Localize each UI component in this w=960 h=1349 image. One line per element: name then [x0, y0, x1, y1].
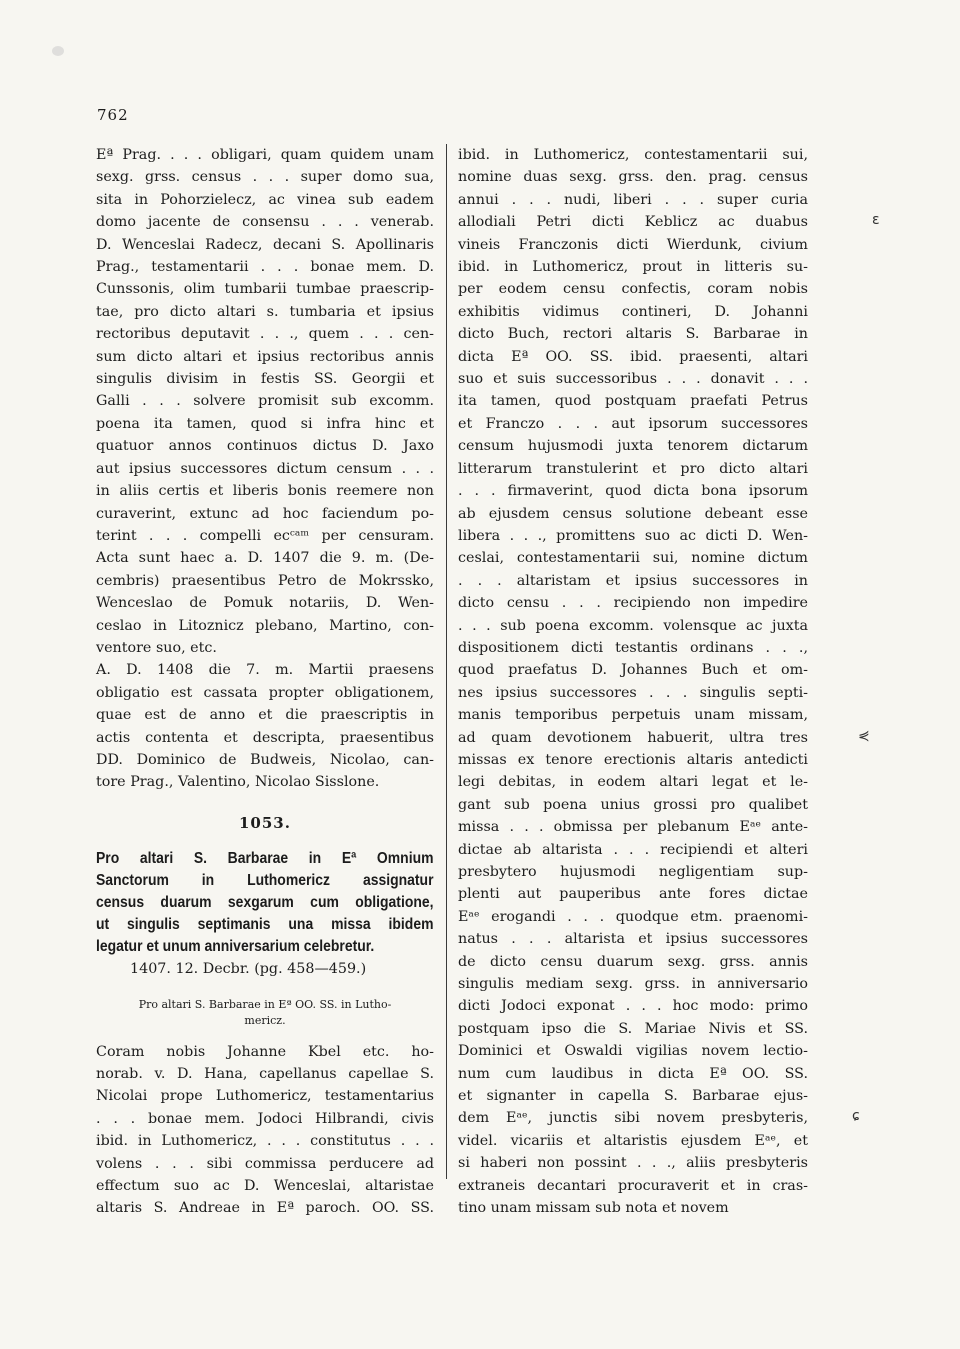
text-line: singulis mediam sexg. grss. in anniversario — [458, 976, 808, 993]
page-number: 762 — [97, 106, 129, 124]
text-line: ceslao in Litoznicz plebano, Martino, con- — [96, 617, 434, 634]
text-line: altaris S. Andreae in Eª paroch. OO. SS. — [96, 1200, 434, 1217]
text-line: si haberi non possint . . ., aliis presbyteris — [458, 1155, 808, 1172]
text-line: quatuor annos continuos dictus D. Jaxo — [96, 438, 434, 455]
text-line: presbytero hujusmodi negligentiam sup- — [458, 864, 808, 880]
text-line: natus . . . altarista et ipsius successores — [458, 931, 808, 948]
text-line: dicto censu . . . recipiendo non impedire — [458, 595, 808, 612]
text-line: DD. Dominico de Budweis, Nicolao, can- — [96, 751, 434, 768]
text-line: ab ejusdem census solutione debeant esse — [458, 505, 808, 522]
text-line: volens . . . sibi commissa perducere ad — [96, 1155, 434, 1172]
text-line: gant sub poena unius grossi pro qualibet — [458, 796, 808, 813]
text-line: legatur et unum anniversarium celebretur. — [96, 938, 375, 956]
text-line: Wenceslao de Pomuk notariis, D. Wen- — [96, 595, 434, 612]
margin-mark: ⋞ — [858, 728, 870, 744]
document-heading — [96, 848, 434, 958]
text-line: litterarum transtulerint et pro dicto altari — [458, 460, 808, 477]
text-line: sum dicto altari et ipsius rectoribus annis — [96, 348, 434, 365]
text-line: sita in Pohorzielecz, ac vinea sub eadem — [96, 191, 434, 208]
text-line: census duarum sexgarum cum obligatione, — [96, 894, 434, 912]
text-line: videl. vicariis et altaristis ejusdem Eᵃᵉ, et — [458, 1132, 808, 1149]
text-line: poena ita tamen, quod si infra hinc et — [96, 415, 434, 432]
margin-mark: ɕ — [852, 1108, 860, 1124]
left-column-body-top — [96, 144, 434, 794]
text-line: ceslai, contestamentarii sui, nomine dictum — [458, 550, 808, 567]
text-line: Nicolai prope Luthomericz, testamentarius — [96, 1088, 434, 1105]
text-line: Dominici et Oswaldi vigilias novem lectio- — [458, 1043, 808, 1060]
text-line: Galli . . . solvere promisit sub excomm. — [96, 393, 434, 410]
text-line: exhibitis vidimus contineri, D. Johanni — [458, 303, 808, 320]
text-line: allodiali Petri dicti Keblicz ac duabus — [458, 214, 808, 231]
text-line: dispositionem dicti testantis ordinans . . ., — [458, 639, 808, 656]
text-line: libera . . ., promittens suo ac dicti D. Wen- — [458, 527, 808, 544]
column-divider — [446, 144, 447, 1179]
text-line: ad quam devotionem habuerit, ultra tres — [458, 729, 808, 746]
text-line: nomine duas sexg. grss. den. prag. census — [458, 169, 808, 186]
text-line: . . . sub poena excomm. volensque ac juxta — [458, 617, 808, 634]
text-line: Prag., testamentarii . . . bonae mem. D. — [96, 259, 434, 276]
text-line: extraneis decantari procuraverit et in cras- — [458, 1177, 808, 1194]
text-line: ibid. in Luthomericz, . . . constitutus . . . — [96, 1133, 434, 1150]
text-line: missa . . . obmissa per plebanum Eᵃᵉ ante- — [458, 819, 808, 836]
text-line: . . . firmaverint, quod dicta bona ipsorum — [458, 483, 808, 500]
text-line: ventore suo, etc. — [96, 639, 217, 656]
document-number: 1053. — [239, 813, 291, 832]
text-line: singulis divisim in festis SS. Georgii et — [96, 371, 434, 388]
text-line: curaverint, extunc ad hoc faciendum po- — [96, 505, 434, 522]
text-line: dem Eᵃᵉ, junctis sibi novem presbyteris, — [458, 1110, 808, 1127]
text-line: et signanter in capella S. Barbarae ejus- — [458, 1088, 808, 1105]
text-line: Pro altari S. Barbarae in Eª Omnium — [96, 850, 434, 868]
text-line: postquam ipso die S. Mariae Nivis et SS. — [458, 1020, 808, 1037]
right-column — [458, 144, 808, 1220]
text-line: ita tamen, quod postquam praefati Petrus — [458, 393, 808, 410]
text-line: Acta sunt haec a. D. 1407 die 9. m. (De- — [96, 550, 434, 567]
text-line: D. Wenceslai Radecz, decani S. Apollinaris — [96, 236, 434, 253]
text-line: dicta Eª OO. SS. ibid. praesenti, altari — [458, 348, 808, 365]
text-line: num cum laudibus in dicta Eª OO. SS. — [458, 1065, 808, 1082]
text-line: effectum suo ac D. Wenceslai, altaristae — [96, 1178, 434, 1195]
text-line: A. D. 1408 die 7. m. Martii praesens — [96, 662, 434, 679]
text-line: suo et suis successoribus . . . donavit . . . — [458, 371, 808, 388]
text-line: Eª Prag. . . . obligari, quam quidem unam — [96, 147, 434, 163]
text-line: dictae ab altarista . . . recipiendi et alteri — [458, 841, 808, 858]
text-line: domo jacente de consensu . . . venerab. — [96, 214, 434, 231]
document-rubric — [96, 997, 434, 1029]
margin-mark: ɛ — [872, 212, 880, 228]
text-line: dicti Jodoci exponat . . . hoc modo: primo — [458, 998, 808, 1015]
text-line: obligatio est cassata propter obligationem, — [96, 684, 434, 701]
text-line: quae est de anno et die praescriptis in — [96, 707, 434, 724]
text-line: actis contenta et descripta, praesentibus — [96, 729, 434, 746]
text-line: sexg. grss. census . . . super domo sua, — [96, 169, 434, 186]
text-line: rectoribus deputavit . . ., quem . . . cen- — [96, 326, 434, 343]
text-line: mericz. — [244, 1013, 286, 1027]
text-line: norab. v. D. Hana, capellanus capellae S. — [96, 1066, 434, 1082]
text-line: aut ipsius successores dictum censum . . . — [96, 460, 434, 477]
text-line: Coram nobis Johanne Kbel etc. ho- — [96, 1043, 434, 1060]
text-line: ut singulis septimanis una missa ibidem — [96, 916, 434, 934]
text-line: quod praefatus D. Johannes Buch et om- — [458, 662, 808, 679]
text-line: Sanctorum in Luthomericz assignatur — [96, 872, 434, 890]
text-line: tino unam missam sub nota et novem — [458, 1200, 729, 1217]
left-column — [96, 144, 434, 1220]
text-line: cembris) praesentibus Petro de Mokrssko, — [96, 572, 434, 589]
text-line: missas ex tenore erectionis altaris antedicti — [458, 751, 808, 768]
text-line: tore Prag., Valentino, Nicolao Sisslone. — [96, 774, 380, 791]
text-line: ibid. in Luthomericz, prout in litteris su- — [458, 259, 808, 276]
text-line: manis temporibus perpetuis unam missam, — [458, 707, 808, 724]
text-line: terint . . . compelli ecᶜᵃᵐ per censuram. — [96, 527, 434, 544]
text-line: ibid. in Luthomericz, contestamentarii sui, — [458, 147, 808, 163]
text-line: vineis Franczonis dicti Wierdunk, civium — [458, 236, 808, 253]
text-line: tae, pro dicto altari s. tumbaria et ipsius — [96, 303, 434, 320]
text-line: de dicto censu duarum sexg. grss. annis — [458, 953, 808, 970]
text-line: annui . . . nudi, liberi . . . super curia — [458, 191, 808, 208]
document-date: 1407. 12. Decbr. (pg. 458—459.) — [130, 961, 367, 978]
text-line: in aliis certis et liberis bonis reemere non — [96, 483, 434, 500]
text-line: Pro altari S. Barbarae in Eª OO. SS. in Lutho- — [138, 997, 392, 1011]
text-line: plenti aut pauperibus ante fores dictae — [458, 886, 808, 903]
text-line: per eodem censu confectis, coram nobis — [458, 281, 808, 298]
text-line: Eᵃᵉ erogandi . . . quodque etm. praenomi- — [458, 908, 808, 925]
text-line: dicto Buch, rectori altaris S. Barbarae in — [458, 326, 808, 343]
text-line: legi debitas, in eodem altari legat et le- — [458, 774, 808, 791]
text-line: nes ipsius successores . . . singulis septi- — [458, 684, 808, 701]
text-line: et Franczo . . . aut ipsorum successores — [458, 415, 808, 432]
stain-mark — [52, 46, 64, 56]
text-line: . . . bonae mem. Jodoci Hilbrandi, civis — [96, 1110, 434, 1127]
left-column-body-bottom — [96, 1041, 434, 1220]
text-line: . . . altaristam et ipsius successores in — [458, 572, 808, 589]
text-line: censum hujusmodi juxta tenorem dictarum — [458, 438, 808, 455]
text-line: Cunssonis, olim tumbarii tumbae praescrip- — [96, 281, 434, 298]
